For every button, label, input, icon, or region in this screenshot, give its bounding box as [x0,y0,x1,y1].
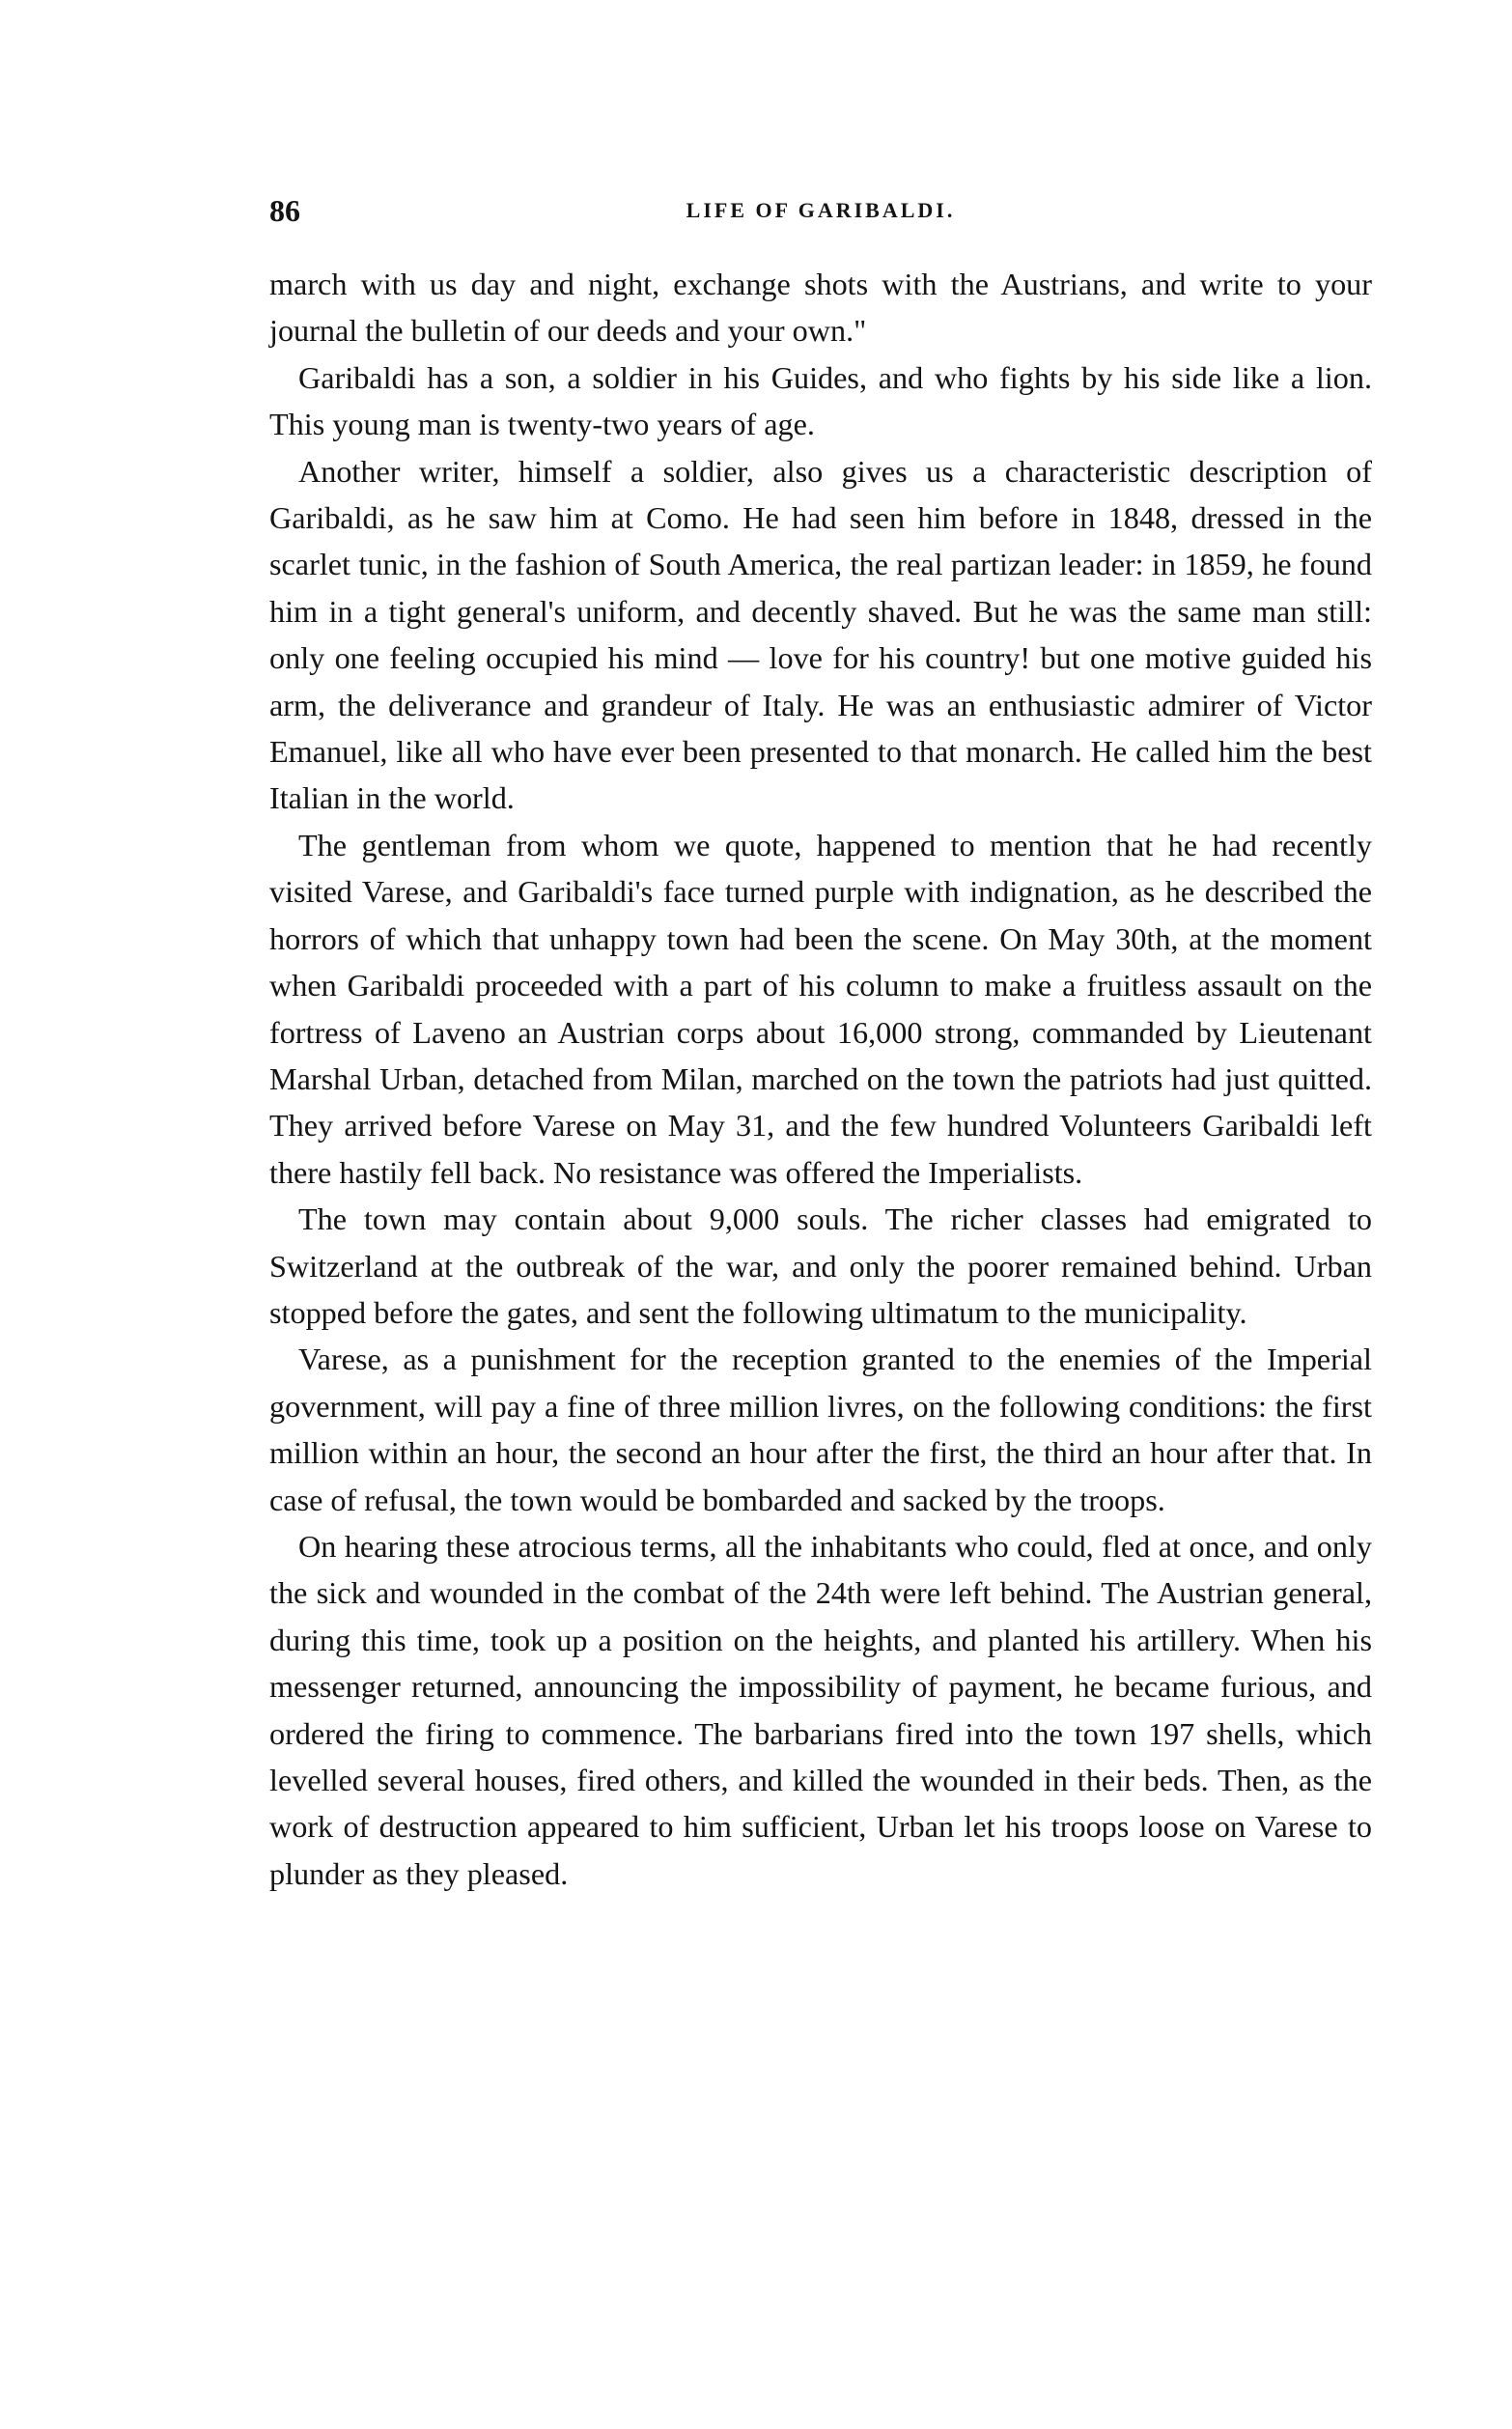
paragraph: The town may contain about 9,000 souls. The richer classes had emigrated to Switzerland at the outbreak of the war, and only the poorer remained behind. Urban stopped before the gates, and sent the following ultimatum to the municipality. [269,1201,1372,1330]
running-head [269,191,1372,230]
page-number: 86 [269,193,300,228]
paragraph: Varese, as a punishment for the reception granted to the enemies of the Imperial government, will pay a fine of three million livres, on the following conditions: the first million within an hour, the second an hour after the first, the third an hour after that. In case of refusal, the town would be bombarded and sacked by the troops. [269,1342,1372,1517]
paragraph: On hearing these atrocious terms, all the inhabitants who could, fled at once, and only the sick and wounded in the combat of the 24th were left behind. The Austrian general, during this time, took up a position on the heights, and planted his artillery. When his messenger returned, announcing the impossibility of payment, he became furious, and ordered the firing to commence. The barbarians fired into the town 197 shells, which levelled several houses, fired others, and killed the wounded in their beds. Then, as the work of destruction appeared to him sufficient, Urban let his troops loose on Varese to plunder as they pleased. [269,1528,1372,1891]
body-text [269,261,1372,1897]
paragraph: The gentleman from whom we quote, happened to mention that he had recently visited Varese, and Garibaldi's face turned purple with indignation, as he described the horrors of which that unhappy town had been the scene. On May 30th, at the moment when Garibaldi proceeded with a part of his column to make a fruitless assault on the fortress of Laveno an Austrian corps about 16,000 strong, commanded by Lieutenant Marshal Urban, detached from Milan, marched on the town the patriots had just quitted. They arrived before Varese on May 31, and the few hundred Volunteers Garibaldi left there hastily fell back. No resistance was offered the Imperialists. [269,827,1372,1190]
paragraph: Garibaldi has a son, a soldier in his Guides, and who fights by his side like a lion. This young man is twenty-two years of age. [269,359,1372,442]
paragraph-continuation: march with us day and night, exchange shots with the Austrians, and write to your journal the bulletin of our deeds and your own." [269,267,1372,349]
running-title: LIFE OF GARIBALDI. [686,198,956,222]
paragraph: Another writer, himself a soldier, also gives us a characteristic description of Garibaldi, as he saw him at Como. He had seen him before in 1848, dressed in the scarlet tunic, in the fashion of South America, the real partizan leader: in 1859, he found him in a tight general's uniform, and decently shaved. But he was the same man still: only one feeling occupied his mind — love for his country! but one motive guided his arm, the deliverance and grandeur of Italy. He was an enthusiastic admirer of Victor Emanuel, like all who have ever been presented to that monarch. He called him the best Italian in the world. [269,453,1372,816]
